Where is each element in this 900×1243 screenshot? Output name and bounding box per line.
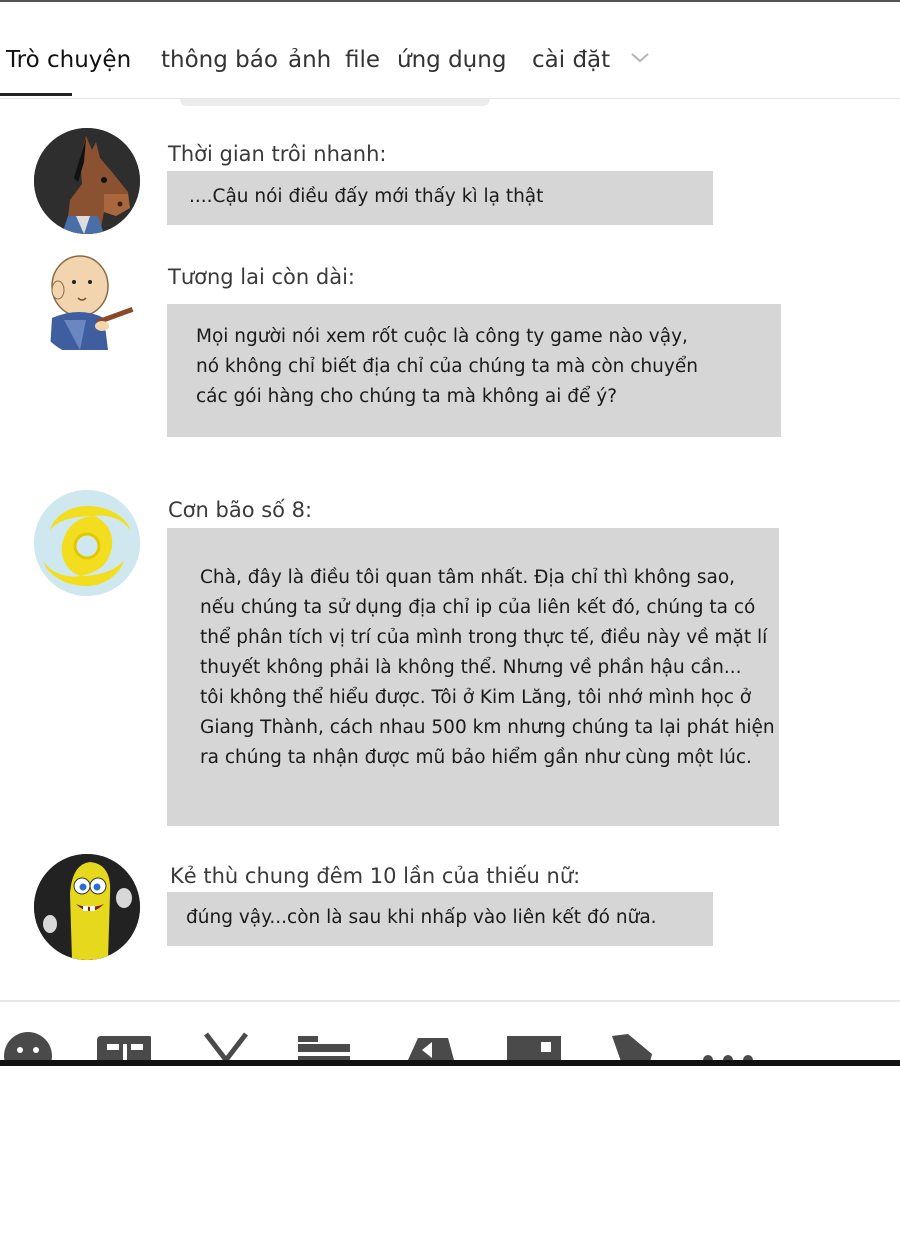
message-sender: Tương lai còn dài: [168,265,356,289]
message-text: Chà, đây là điều tôi quan tâm nhất. Địa chỉ thì không sao, [200,567,736,588]
old-man-avatar[interactable] [34,250,140,356]
message-sender: Kẻ thù chung đêm 10 lần của thiếu nữ: [170,864,581,888]
message-bubble [167,171,713,225]
message-text: thể phân tích vị trí của mình trong thực tế, điều này về mặt lí [200,627,768,648]
image-icon[interactable] [505,1030,561,1060]
gif-icon[interactable] [95,1030,151,1060]
tab-photos[interactable]: ảnh [288,47,332,73]
message-text: thuyết không phải là không thể. Nhưng về phần hậu cần... [200,657,742,678]
scroll-hint [180,99,490,106]
message-sender: Thời gian trôi nhanh: [168,142,387,166]
chevron-down-icon[interactable] [628,46,652,70]
message-text: các gói hàng cho chúng ta mà không ai để ý? [196,386,618,407]
tab-files[interactable]: file [345,47,381,73]
typhoon-avatar[interactable] [34,490,140,596]
message-text: Mọi người nói xem rốt cuộc là công ty game nào vậy, [196,326,688,347]
tab-chat[interactable]: Trò chuyện [6,47,132,73]
bottom-edge-bar [0,1060,900,1066]
emoji-icon[interactable] [2,1030,58,1060]
message-text: nếu chúng ta sử dụng địa chỉ ip của liên kết đó, chúng ta có [200,597,756,618]
screenshot-icon[interactable] [402,1030,458,1060]
message-text: Giang Thành, cách nhau 500 km nhưng chúng ta lại phát hiện [200,717,775,738]
message-text: ....Cậu nói điều đấy mới thấy kì lạ thật [189,186,544,207]
message-sender: Cơn bão số 8: [168,498,313,522]
tab-notifications[interactable]: thông báo [161,47,278,73]
message-text: nó không chỉ biết địa chỉ của chúng ta mà còn chuyển [196,356,698,377]
message-text: đúng vậy...còn là sau khi nhấp vào liên kết đó nữa. [186,907,657,928]
folder-icon[interactable] [296,1030,352,1060]
banana-avatar[interactable] [34,854,140,960]
input-toolbar [0,1002,900,1060]
more-dots-icon[interactable] [700,1030,756,1060]
message-text: tôi không thể hiểu được. Tôi ở Kim Lăng, tôi nhớ mình học ở [200,687,752,708]
scissors-icon[interactable] [200,1030,256,1060]
message-text: ra chúng ta nhận được mũ bảo hiểm gần như cùng một lúc. [200,747,752,768]
active-tab-indicator [0,93,72,96]
message-bubble [167,304,781,437]
tab-apps[interactable]: ứng dụng [397,47,507,73]
horse-avatar[interactable] [34,128,140,234]
message-bubble [167,892,713,946]
voice-icon[interactable] [608,1030,664,1060]
message-bubble [167,528,779,826]
tab-settings[interactable]: cài đặt [532,47,611,73]
tab-bar [0,2,900,98]
